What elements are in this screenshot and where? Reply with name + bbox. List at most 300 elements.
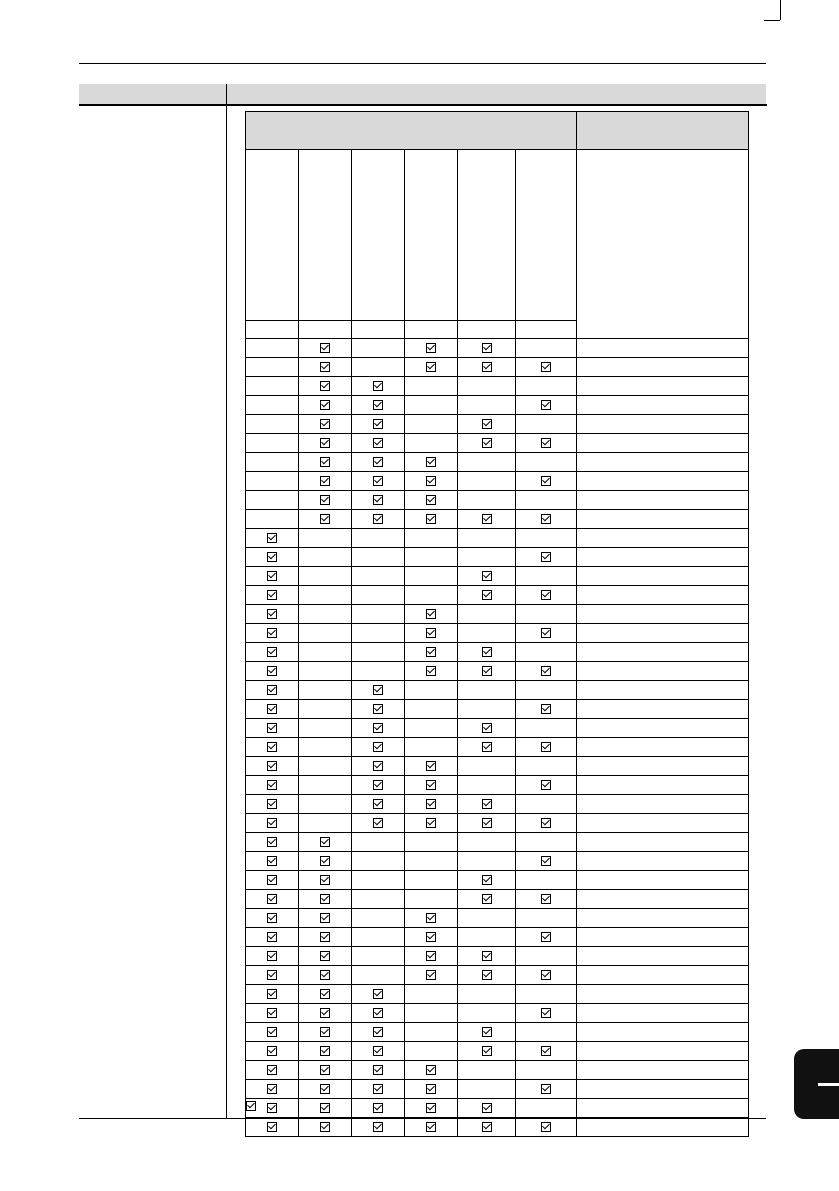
- table-cell: [458, 1099, 516, 1118]
- table-cell: [352, 814, 405, 833]
- checkbox-checked-icon: [426, 609, 436, 619]
- notes-cell: [577, 396, 749, 415]
- checkbox-checked-icon: [320, 1103, 330, 1113]
- table-cell: [299, 453, 352, 472]
- checkbox-checked-icon: [482, 1046, 492, 1056]
- table-cell: [352, 1004, 405, 1023]
- checkbox-checked-icon: [320, 913, 330, 923]
- table-cell: [405, 1118, 458, 1137]
- checkbox-checked-icon: [426, 514, 436, 524]
- table-cell: [352, 1080, 405, 1099]
- table-cell: [516, 396, 577, 415]
- checkbox-checked-icon: [320, 1122, 330, 1132]
- table-row: [246, 567, 749, 586]
- side-tab-mark: [818, 1083, 839, 1086]
- table-cell: [516, 738, 577, 757]
- table-cell: [352, 681, 405, 700]
- notes-cell: [577, 1004, 749, 1023]
- checkbox-checked-icon: [541, 1084, 551, 1094]
- notes-cell: [577, 947, 749, 966]
- checkbox-checked-icon: [541, 400, 551, 410]
- table-row: [246, 339, 749, 358]
- table-cell: [458, 681, 516, 700]
- table-cell: [458, 928, 516, 947]
- table-cell: [299, 852, 352, 871]
- table-cell: [458, 377, 516, 396]
- subheader-cell: [299, 150, 352, 321]
- checkbox-checked-icon: [373, 1122, 383, 1132]
- checkbox-checked-icon: [267, 685, 277, 695]
- table-cell: [299, 700, 352, 719]
- checkbox-checked-icon: [541, 704, 551, 714]
- checkbox-checked-icon: [267, 1084, 277, 1094]
- table-cell: [246, 1042, 299, 1061]
- table-cell: [405, 662, 458, 681]
- table-cell: [246, 510, 299, 529]
- table-cell: [405, 339, 458, 358]
- table-row: [246, 453, 749, 472]
- table-row: [246, 624, 749, 643]
- checkbox-checked-icon: [267, 1065, 277, 1075]
- checkbox-checked-icon: [373, 704, 383, 714]
- table-cell: [246, 776, 299, 795]
- checkbox-checked-icon: [320, 951, 330, 961]
- checkbox-checked-icon: [541, 856, 551, 866]
- checkbox-checked-icon: [320, 1065, 330, 1075]
- table-cell: [516, 852, 577, 871]
- checkbox-checked-icon: [267, 875, 277, 885]
- table-cell: [405, 1080, 458, 1099]
- checkbox-checked-icon: [373, 457, 383, 467]
- table-cell: [516, 377, 577, 396]
- table-row: [246, 795, 749, 814]
- checkbox-checked-icon: [541, 476, 551, 486]
- table-cell: [458, 700, 516, 719]
- table-cell: [458, 415, 516, 434]
- table-cell: [246, 586, 299, 605]
- table-cell: [352, 415, 405, 434]
- checkbox-checked-icon: [426, 628, 436, 638]
- table-cell: [246, 472, 299, 491]
- notes-cell: [577, 662, 749, 681]
- table-cell: [405, 624, 458, 643]
- table-cell: [246, 1023, 299, 1042]
- table-cell: [516, 624, 577, 643]
- table-cell: [299, 1099, 352, 1118]
- table-cell: [458, 1023, 516, 1042]
- table-cell: [516, 890, 577, 909]
- notes-cell: [577, 491, 749, 510]
- checkbox-checked-icon: [373, 476, 383, 486]
- section-header-bar: [79, 84, 766, 104]
- checkbox-checked-icon: [320, 875, 330, 885]
- checkbox-checked-icon: [373, 1027, 383, 1037]
- checkbox-checked-icon: [267, 647, 277, 657]
- table-cell: [299, 1118, 352, 1137]
- table-cell: [458, 1004, 516, 1023]
- table-cell: [405, 1061, 458, 1080]
- table-cell: [299, 377, 352, 396]
- notes-cell: [577, 700, 749, 719]
- checkbox-checked-icon: [320, 457, 330, 467]
- table-cell: [299, 757, 352, 776]
- table-cell: [352, 396, 405, 415]
- table-row: [246, 662, 749, 681]
- table-cell: [405, 757, 458, 776]
- checkbox-checked-icon: [426, 970, 436, 980]
- checkbox-checked-icon: [541, 552, 551, 562]
- table-cell: [246, 985, 299, 1004]
- checkbox-checked-icon: [482, 742, 492, 752]
- table-cell: [299, 1080, 352, 1099]
- table-cell: [516, 700, 577, 719]
- checkbox-checked-icon: [541, 666, 551, 676]
- table-cell: [458, 1061, 516, 1080]
- table-cell: [405, 529, 458, 548]
- table-cell: [352, 453, 405, 472]
- subheader-cell: [246, 150, 299, 321]
- table-cell: [458, 1080, 516, 1099]
- table-cell: [352, 738, 405, 757]
- checkbox-checked-icon: [373, 514, 383, 524]
- table-cell: [516, 529, 577, 548]
- checkbox-checked-icon: [320, 894, 330, 904]
- table-cell: [352, 890, 405, 909]
- right-subheader-cell: [577, 150, 749, 339]
- group-header: [246, 112, 577, 150]
- checkbox-checked-icon: [373, 381, 383, 391]
- table-cell: [246, 909, 299, 928]
- table-row: [246, 719, 749, 738]
- table-cell: [299, 814, 352, 833]
- table-cell: [458, 624, 516, 643]
- table-cell: [299, 472, 352, 491]
- checkbox-checked-icon: [373, 1065, 383, 1075]
- notes-cell: [577, 434, 749, 453]
- table-row: [246, 928, 749, 947]
- checkbox-checked-icon: [482, 723, 492, 733]
- table-row: [246, 396, 749, 415]
- table-cell: [352, 947, 405, 966]
- table-cell: [405, 795, 458, 814]
- table-cell: [299, 643, 352, 662]
- checkbox-table: [245, 111, 749, 1137]
- checkbox-checked-icon: [426, 1122, 436, 1132]
- notes-cell: [577, 339, 749, 358]
- notes-cell: [577, 472, 749, 491]
- table-cell: [299, 947, 352, 966]
- table-cell: [246, 529, 299, 548]
- notes-cell: [577, 757, 749, 776]
- table-cell: [516, 1061, 577, 1080]
- table-cell: [299, 985, 352, 1004]
- checkbox-checked-icon: [426, 457, 436, 467]
- table-cell: [516, 1118, 577, 1137]
- checkbox-checked-icon: [246, 1101, 256, 1111]
- checkbox-checked-icon: [541, 932, 551, 942]
- table-cell: [458, 643, 516, 662]
- notes-cell: [577, 719, 749, 738]
- checkbox-checked-icon: [482, 362, 492, 372]
- checkbox-checked-icon: [373, 799, 383, 809]
- table-cell: [299, 491, 352, 510]
- table-cell: [299, 1004, 352, 1023]
- table-cell: [516, 415, 577, 434]
- table-cell: [516, 928, 577, 947]
- notes-cell: [577, 415, 749, 434]
- page-header-rule: [79, 63, 766, 64]
- checkbox-checked-icon: [373, 723, 383, 733]
- checkbox-checked-icon: [482, 514, 492, 524]
- table-row: [246, 1042, 749, 1061]
- table-cell: [516, 681, 577, 700]
- table-row: [246, 757, 749, 776]
- table-cell: [352, 643, 405, 662]
- table-cell: [246, 738, 299, 757]
- checkbox-checked-icon: [320, 362, 330, 372]
- table-cell: [299, 321, 352, 339]
- checkbox-checked-icon: [541, 742, 551, 752]
- table-cell: [246, 700, 299, 719]
- checkbox-checked-icon: [482, 666, 492, 676]
- table-cell: [405, 985, 458, 1004]
- table-cell: [299, 339, 352, 358]
- table-cell: [246, 453, 299, 472]
- table-cell: [516, 985, 577, 1004]
- checkbox-checked-icon: [267, 571, 277, 581]
- table-row: [246, 890, 749, 909]
- notes-cell: [577, 776, 749, 795]
- checkbox-checked-icon: [482, 343, 492, 353]
- table-cell: [299, 434, 352, 453]
- notes-cell: [577, 871, 749, 890]
- table-cell: [246, 643, 299, 662]
- table-cell: [246, 928, 299, 947]
- table-row: [246, 833, 749, 852]
- notes-cell: [577, 1023, 749, 1042]
- checkbox-checked-icon: [320, 381, 330, 391]
- table-cell: [352, 985, 405, 1004]
- table-cell: [352, 928, 405, 947]
- table-cell: [405, 491, 458, 510]
- subheader-cell: [516, 150, 577, 321]
- right-header: [577, 112, 749, 150]
- table-cell: [516, 321, 577, 339]
- notes-cell: [577, 738, 749, 757]
- table-cell: [405, 1099, 458, 1118]
- table-cell: [352, 1099, 405, 1118]
- checkbox-checked-icon: [320, 438, 330, 448]
- checkbox-checked-icon: [267, 628, 277, 638]
- checkbox-checked-icon: [267, 1046, 277, 1056]
- crop-mark-vertical: [780, 0, 781, 20]
- notes-cell: [577, 1042, 749, 1061]
- checkbox-checked-icon: [541, 514, 551, 524]
- table-cell: [516, 776, 577, 795]
- table-cell: [299, 776, 352, 795]
- checkbox-checked-icon: [482, 818, 492, 828]
- checkbox-checked-icon: [267, 761, 277, 771]
- checkbox-checked-icon: [267, 894, 277, 904]
- table-cell: [246, 491, 299, 510]
- checkbox-checked-icon: [373, 818, 383, 828]
- table-cell: [352, 624, 405, 643]
- table-row: [246, 491, 749, 510]
- table-cell: [299, 1042, 352, 1061]
- table-cell: [458, 586, 516, 605]
- checkbox-checked-icon: [373, 761, 383, 771]
- table-cell: [299, 529, 352, 548]
- table-cell: [458, 472, 516, 491]
- notes-cell: [577, 1118, 749, 1137]
- table-cell: [458, 529, 516, 548]
- table-cell: [352, 909, 405, 928]
- checkbox-checked-icon: [541, 1046, 551, 1056]
- table-cell: [516, 1080, 577, 1099]
- table-row: [246, 871, 749, 890]
- checkbox-checked-icon: [541, 894, 551, 904]
- checkbox-checked-icon: [482, 1027, 492, 1037]
- table-cell: [516, 434, 577, 453]
- notes-cell: [577, 548, 749, 567]
- checkbox-checked-icon: [482, 1103, 492, 1113]
- notes-cell: [577, 567, 749, 586]
- table-cell: [405, 890, 458, 909]
- table-cell: [246, 1080, 299, 1099]
- notes-cell: [577, 358, 749, 377]
- table-cell: [246, 814, 299, 833]
- table-cell: [516, 947, 577, 966]
- table-cell: [352, 833, 405, 852]
- checkbox-checked-icon: [373, 400, 383, 410]
- checkbox-checked-icon: [320, 837, 330, 847]
- table-cell: [246, 852, 299, 871]
- table-cell: [516, 871, 577, 890]
- checkbox-checked-icon: [426, 913, 436, 923]
- checkbox-checked-icon: [373, 438, 383, 448]
- notes-cell: [577, 814, 749, 833]
- table-cell: [458, 909, 516, 928]
- table-row: [246, 472, 749, 491]
- table-cell: [405, 909, 458, 928]
- table-cell: [516, 795, 577, 814]
- subheader-cell: [352, 150, 405, 321]
- table-cell: [458, 852, 516, 871]
- table-cell: [458, 434, 516, 453]
- checkbox-checked-icon: [267, 723, 277, 733]
- checkbox-checked-icon: [541, 362, 551, 372]
- table-row: [246, 586, 749, 605]
- table-row: [246, 377, 749, 396]
- table-row: [246, 681, 749, 700]
- checkbox-checked-icon: [373, 1046, 383, 1056]
- table-row: [246, 814, 749, 833]
- checkbox-checked-icon: [320, 1084, 330, 1094]
- checkbox-checked-icon: [267, 913, 277, 923]
- table-cell: [405, 643, 458, 662]
- notes-cell: [577, 510, 749, 529]
- table-cell: [246, 415, 299, 434]
- table-cell: [516, 814, 577, 833]
- table-cell: [516, 453, 577, 472]
- table-cell: [352, 1023, 405, 1042]
- table-row: [246, 738, 749, 757]
- notes-cell: [577, 377, 749, 396]
- table-cell: [405, 321, 458, 339]
- table-cell: [405, 567, 458, 586]
- table-cell: [352, 567, 405, 586]
- table-cell: [458, 510, 516, 529]
- table-row: [246, 510, 749, 529]
- table-cell: [458, 795, 516, 814]
- checkbox-checked-icon: [426, 362, 436, 372]
- table-cell: [516, 472, 577, 491]
- table-cell: [516, 605, 577, 624]
- table-cell: [246, 339, 299, 358]
- table-row: [246, 605, 749, 624]
- checkbox-checked-icon: [373, 742, 383, 752]
- table-cell: [458, 1042, 516, 1061]
- checkbox-checked-icon: [373, 419, 383, 429]
- table-cell: [352, 1042, 405, 1061]
- table-cell: [246, 966, 299, 985]
- checkbox-checked-icon: [267, 818, 277, 828]
- table-cell: [246, 434, 299, 453]
- table-cell: [246, 795, 299, 814]
- table-cell: [246, 662, 299, 681]
- notes-cell: [577, 966, 749, 985]
- checkbox-checked-icon: [482, 894, 492, 904]
- notes-cell: [577, 643, 749, 662]
- table-cell: [516, 1099, 577, 1118]
- table-cell: [352, 339, 405, 358]
- table-cell: [352, 605, 405, 624]
- table-cell: [458, 814, 516, 833]
- table-cell: [246, 1061, 299, 1080]
- table-cell: [352, 852, 405, 871]
- checkbox-checked-icon: [482, 1122, 492, 1132]
- table-cell: [405, 738, 458, 757]
- table-cell: [299, 909, 352, 928]
- checkbox-checked-icon: [482, 951, 492, 961]
- table-cell: [405, 1042, 458, 1061]
- table-row: [246, 434, 749, 453]
- table-cell: [516, 339, 577, 358]
- table-row: [246, 985, 749, 1004]
- table-cell: [516, 567, 577, 586]
- checkbox-checked-icon: [373, 1103, 383, 1113]
- notes-cell: [577, 890, 749, 909]
- table-cell: [458, 757, 516, 776]
- notes-cell: [577, 833, 749, 852]
- table-cell: [516, 909, 577, 928]
- table-cell: [516, 358, 577, 377]
- checkbox-checked-icon: [267, 951, 277, 961]
- table-cell: [246, 1004, 299, 1023]
- checkbox-checked-icon: [482, 799, 492, 809]
- table-cell: [352, 662, 405, 681]
- table-cell: [352, 472, 405, 491]
- table-cell: [246, 358, 299, 377]
- table-cell: [516, 833, 577, 852]
- table-cell: [352, 491, 405, 510]
- table-cell: [516, 643, 577, 662]
- table-cell: [458, 1118, 516, 1137]
- table-cell: [458, 947, 516, 966]
- table-cell: [299, 358, 352, 377]
- table-row: [246, 1004, 749, 1023]
- table-cell: [299, 738, 352, 757]
